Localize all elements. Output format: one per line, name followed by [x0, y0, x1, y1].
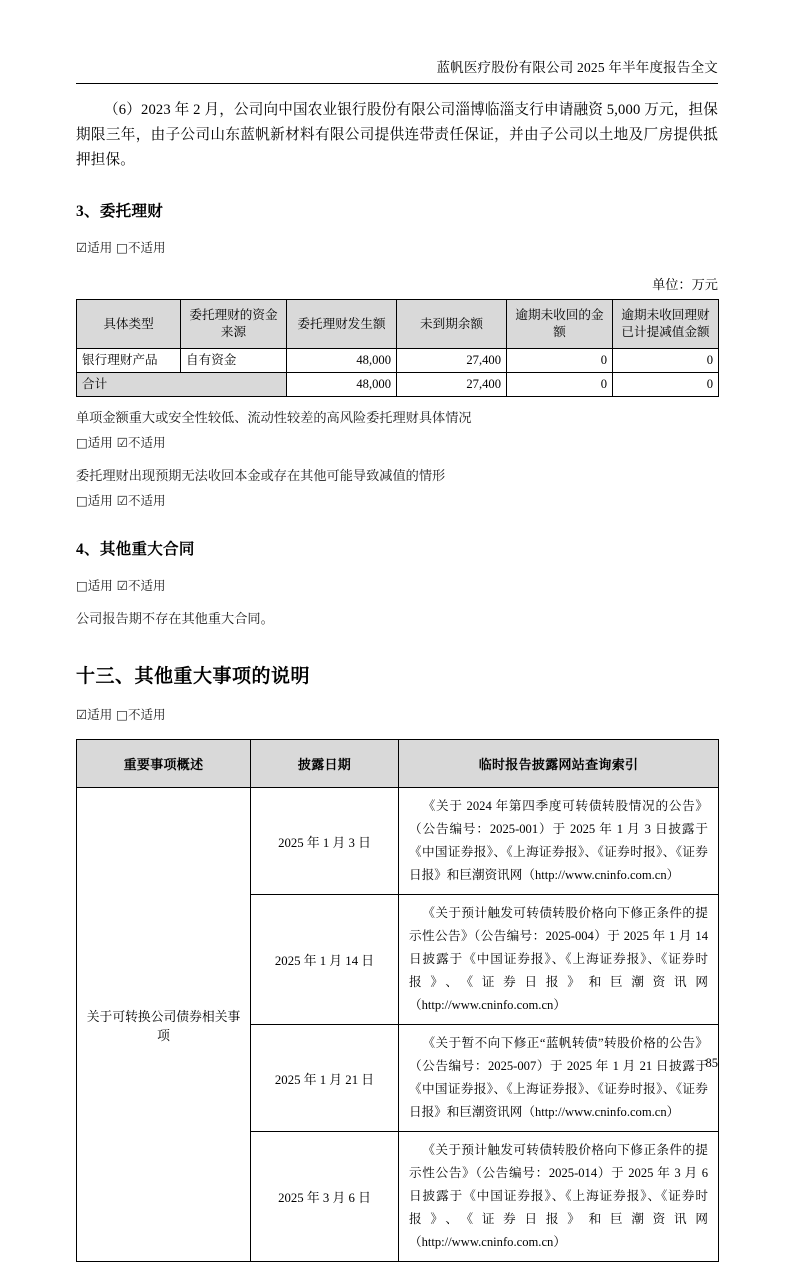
cell-index — [399, 1132, 719, 1262]
cell-date: 2025 年 1 月 14 日 — [251, 895, 399, 1025]
running-header — [76, 0, 718, 76]
table-header-row — [77, 740, 719, 788]
table-total-row — [77, 373, 719, 397]
cell-index — [399, 895, 719, 1025]
entrusted-wealth-table — [76, 299, 719, 397]
section-heading-other-contracts: 4、其他重大合同 — [76, 541, 195, 558]
cell-outstanding: 27,400 — [397, 349, 507, 373]
high-risk-applicability: □适用 ☑不适用 — [76, 435, 166, 450]
column-header-type: 具体类型 — [77, 300, 181, 349]
financing-paragraph — [76, 98, 718, 173]
table-header-row — [77, 300, 719, 349]
cell-date: 2025 年 1 月 3 日 — [251, 788, 399, 895]
cell-index — [399, 1025, 719, 1132]
cell-date: 2025 年 1 月 21 日 — [251, 1025, 399, 1132]
high-risk-note: 单项金额重大或安全性较低、流动性较差的高风险委托理财具体情况 — [76, 410, 472, 425]
column-header-impairment: 逾期未收回理财已计提减值金额 — [613, 300, 719, 349]
cell-impairment: 0 — [613, 349, 719, 373]
cell-total-impairment: 0 — [613, 373, 719, 397]
section-heading-major-events: 十三、其他重大事项的说明 — [76, 666, 311, 687]
cell-total-label: 合计 — [77, 373, 287, 397]
cell-overdue: 0 — [507, 349, 613, 373]
entrusted-applicability: ☑适用 □不适用 — [76, 240, 166, 255]
cell-source: 自有资金 — [181, 349, 287, 373]
running-header-title: 蓝帆医疗股份有限公司 2025 年半年度报告全文 — [436, 60, 718, 75]
column-header-overdue: 逾期未收回的金额 — [507, 300, 613, 349]
cell-event-subject: 关于可转换公司债券相关事项 — [77, 788, 251, 1262]
other-contracts-note: 公司报告期不存在其他重大合同。 — [76, 611, 274, 626]
cell-total-outstanding: 27,400 — [397, 373, 507, 397]
cell-total-overdue: 0 — [507, 373, 613, 397]
cell-index-text: 《关于预计触发可转债转股价格向下修正条件的提示性公告》（公告编号：2025-014）于 2025 年 3 月 6 日披露于《中国证券报》、《上海证券报》、《证券时报》、《证券日报》和巨潮资讯网（http://www.cninfo.com.cn） — [409, 1143, 708, 1249]
section-heading-entrusted-wealth: 3、委托理财 — [76, 203, 164, 220]
cell-index-text: 《关于暂不向下修正“蓝帆转债”转股价格的公告》（公告编号：2025-007）于 2025 年 1 月 21 日披露于《中国证券报》、《上海证券报》、《证券时报》、《证券日报》和巨潮资讯网（http://www.cninfo.com.cn） — [409, 1036, 708, 1119]
major-events-applicability: ☑适用 □不适用 — [76, 707, 166, 722]
column-header-event-summary: 重要事项概述 — [77, 740, 251, 788]
impairment-note: 委托理财出现预期无法收回本金或存在其他可能导致减值的情形 — [76, 468, 446, 483]
cell-index-text: 《关于预计触发可转债转股价格向下修正条件的提示性公告》（公告编号：2025-004）于 2025 年 1 月 14 日披露于《中国证券报》、《上海证券报》、《证券时报》、《证券日报》和巨潮资讯网（http://www.cninfo.com.cn） — [409, 906, 708, 1012]
cell-date: 2025 年 3 月 6 日 — [251, 1132, 399, 1262]
other-contracts-applicability: □适用 ☑不适用 — [76, 578, 166, 593]
table-row — [77, 788, 719, 895]
header-divider — [76, 83, 718, 84]
column-header-disclosure-date: 披露日期 — [251, 740, 399, 788]
major-events-table — [76, 739, 719, 1262]
unit-label: 单位：万元 — [652, 277, 718, 292]
financing-paragraph-text: （6）2023 年 2 月，公司向中国农业银行股份有限公司淄博临淄支行申请融资 5,000 万元，担保期限三年，由子公司山东蓝帆新材料有限公司提供连带责任保证，并由子公司以土地及厂房提供抵押担保。 — [76, 102, 718, 168]
cell-index-text: 《关于 2024 年第四季度可转债转股情况的公告》（公告编号：2025-001）于 2025 年 1 月 3 日披露于《中国证券报》、《上海证券报》、《证券时报》、《证券日报》和巨潮资讯网（http://www.cninfo.com.cn） — [409, 799, 708, 882]
column-header-source: 委托理财的资金来源 — [181, 300, 287, 349]
cell-type: 银行理财产品 — [77, 349, 181, 373]
cell-index — [399, 788, 719, 895]
table-row — [77, 349, 719, 373]
column-header-amount: 委托理财发生额 — [287, 300, 397, 349]
impairment-applicability: □适用 ☑不适用 — [76, 493, 166, 508]
cell-amount: 48,000 — [287, 349, 397, 373]
column-header-outstanding: 未到期余额 — [397, 300, 507, 349]
page-number: 85 — [705, 1056, 718, 1070]
column-header-disclosure-index: 临时报告披露网站查询索引 — [399, 740, 719, 788]
cell-total-amount: 48,000 — [287, 373, 397, 397]
